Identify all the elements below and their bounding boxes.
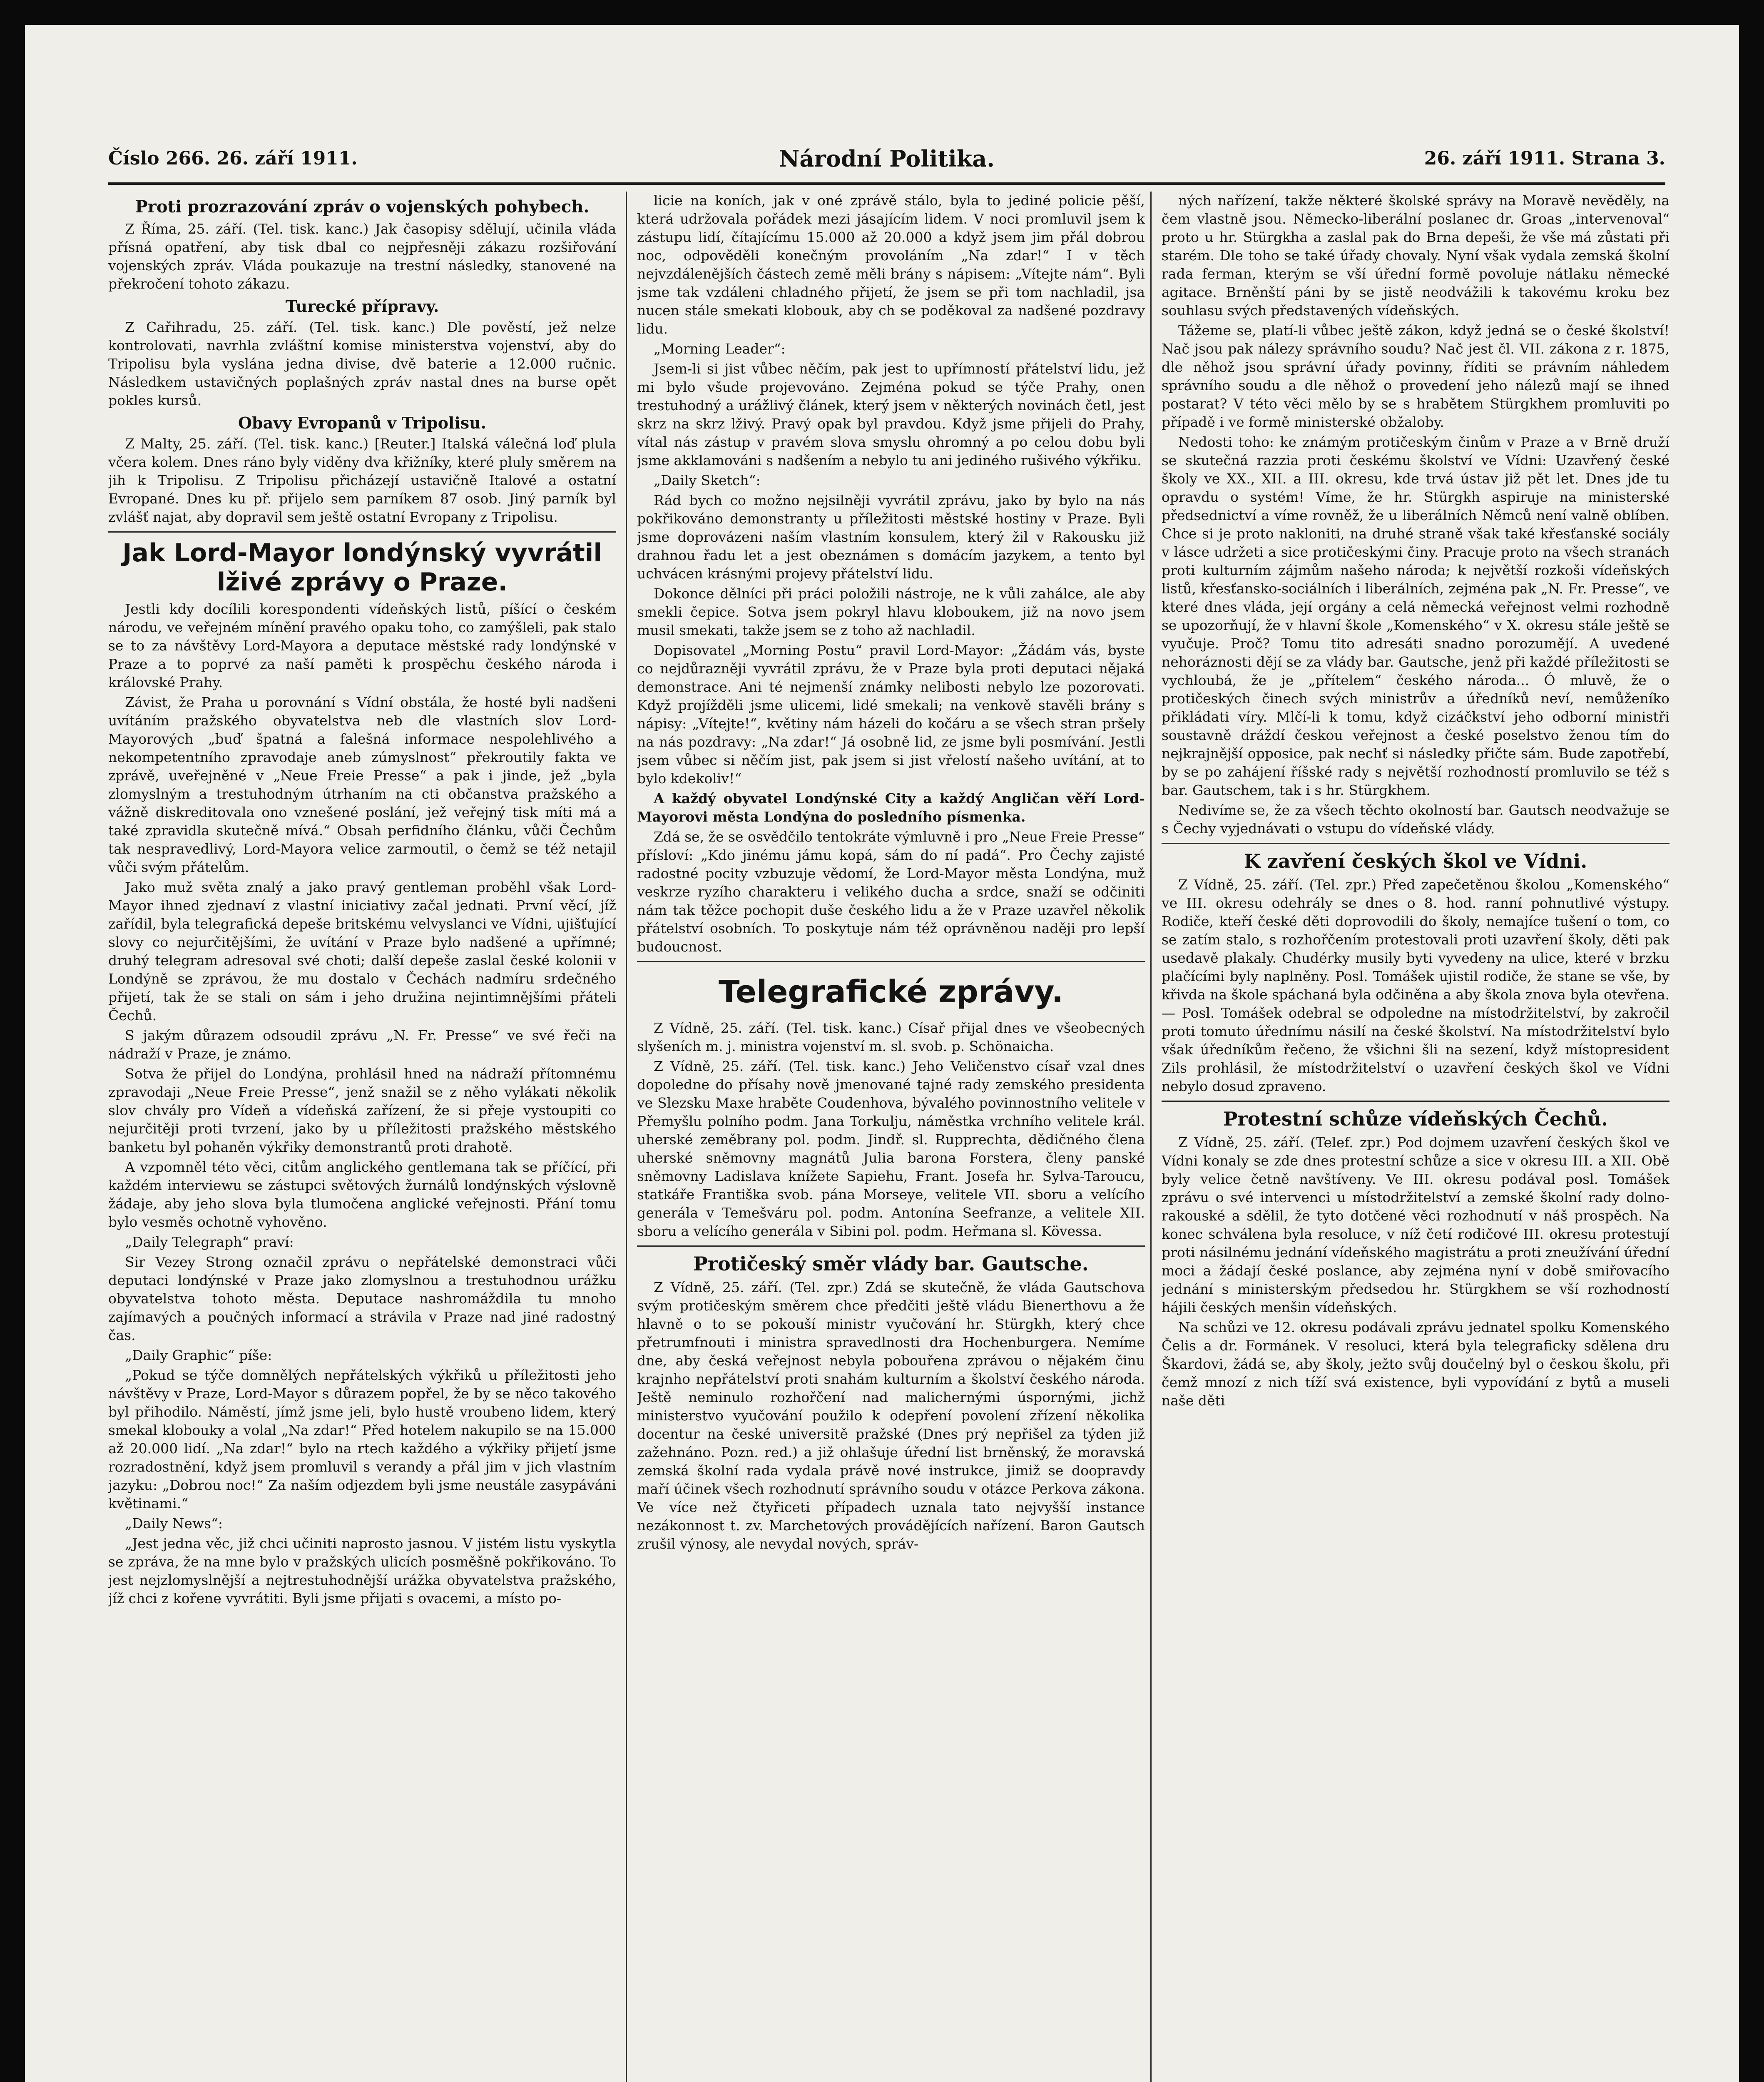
page-dateline: 26. září 1911. Strana 3. [1424,148,1665,169]
article-heading: Proti prozrazování zpráv o vojenských pohybech. [135,197,590,217]
article-paragraph: Dokonce dělníci při práci položili nástroje, ne k vůli zahálce, ale aby smekli čepice. Sotva jsem pokryl hlavu kloboukem, již na novo jsem musil smekati, takže jsem se z toho až nachladil. [637,585,1145,638]
article-paragraph: Z Vídně, 25. září. (Tel. tisk. kanc.) Císař přijal dnes ve všeobecných slyšeních m. j. ministra vojenství m. sl. svob. p. Schönaicha. [637,1020,1145,1054]
article-paragraph: Na schůzi ve 12. okresu podávali zprávu jednatel spolku Komenského Čelis a dr. Formánek. V resoluci, která byla telegraficky sdělena dru Škardovi, žádá se, aby školy, ježto svůj doučelný byl o českou školu, při čemž mnozí z nich tíží svá existence, byli vypovídání z bytů a museli naše děti [1162,1319,1669,1409]
article-paragraph: Tážeme se, platí-li vůbec ještě zákon, když jedná se o české školství! Nač jsou pak nálezy správního soudu? Nač jest čl. VII. zákona z r. 1875, dle něhož jsou správní úřady povinny, říditi se právním náhledem správního soudu a dle něhož o provedení jeho nálezů mají se ihned postarat? V této věci mělo by se s hrabětem Stürgkhem promluviti po případě i ve formě ministerské obžaloby. [1162,322,1669,430]
article-paragraph: Sir Vezey Strong označil zprávu o nepřátelské demonstraci vůči deputaci londýnské v Praze jako zlomyslnou a trestuhodnou urážku obyvatelstva tohoto města. Deputace nashromáždila tu mnoho zajímavých a poučných informací a strávila v Praze nad jiné radostný čas. [108,1254,616,1343]
article-heading: Obavy Evropanů v Tripolisu. [238,413,487,432]
article-heading: Protičeský směr vlády bar. Gautsche. [693,1253,1089,1275]
column-3 [1162,192,1669,2082]
article-paragraph: „Daily Sketch“: [654,472,761,488]
article-paragraph: Z Vídně, 25. září. (Telef. zpr.) Pod dojmem uzavření českých škol ve Vídni konaly se zde dnes protestní schůze a sice v okresu III. a XII. Obě byly velice četně navštíveny. Ve III. okresu podával posl. Tomášek zprávu o své intervenci u místodržitelství a zemské školní rady dolno-rakouské a sdělil, že tyto dotčené věci rozhodnutí v náš prospěch. Na konec schválena byla resoluce, v níž četí rodičové III. okresu protestují proti násilnému jednání vídeňského magistrátu a proti zneužívání úřední moci a žádají české poslance, aby zejména nyní v době smiřovacího jednání s ministerským předsedou hr. Stürgkhem se vší rozhodností hájili českých menšin vídeňských. [1162,1134,1669,1315]
section-rule [637,1245,1145,1247]
article-paragraph: Z Vídně, 25. září. (Tel. tisk. kanc.) Jeho Veličenstvo císař vzal dnes dopoledne do přísahy nově jmenované tajné rady zemského presidenta ve Slezsku Maxe hraběte Coudenhova, bývalého povinnostního velitele v Přemyšlu polního podm. Jana Torkulju, náměstka vrchního velitele král. uherské zeměbrany pol. podm. Jindř. sl. Rupprechta, dědičného člena uherské sněmovny magnátů Julia barona Forstera, členy panské sněmovny Ladislava knížete Sapiehu, Frant. Josefa hr. Sylva-Taroucu, statkáře Františka svob. pána Morseye, velitele VII. sboru a velícího generála v Temešváru pol. podm. Antonína Seefranze, a velitele XII. sboru a velícího generála v Sibini pol. podm. Heřmana sl. Kövessa. [637,1058,1145,1239]
article-paragraph: Zdá se, že se osvědčilo tentokráte výmluvně i pro „Neue Freie Presse“ přísloví: „Kdo jinému jámu kopá, sám do ní padá“. Pro Čechy zajisté radostné pocity vzbuzuje vědomí, že Lord-Mayor města Londýna, muž veskrze ryzího charakteru i velikého ducha a srdce, snaží se odčiniti nám tak těžce pochopit duše českého lidu a že v Praze uzavřel několik přátelství osobních. To poskytuje nám též oprávněnou naději pro lepší budoucnost. [637,829,1145,955]
section-rule [637,961,1145,962]
article-paragraph: Sotva že přijel do Londýna, prohlásil hned na nádraží přítomnému zpravodaji „Neue Freie Presse“, jenž snažil se z něho vylákati několik slov chvály pro Vídeň a vídeňská zařízení, že si přeje vystoupiti co nejurčitěji proti tvrzení, jako by u příležitosti pražského městského banketu byl pohaněn výkřiky demonstrantů proti drahotě. [108,1066,616,1155]
article-paragraph: Závist, že Praha u porovnání s Vídní obstála, že hosté byli nadšeni uvítáním pražského obyvatelstva neb dle vlastních slov Lord-Mayorových „buď špatná a falešná informace nespolehlivého a nekompetentního zpravodaje aneb zúmyslnost“ překroutily fakta ve zprávě, uveřejněné v „Neue Freie Presse“ a pak i jinde, jež „byla zlomyslným a trestuhodným útrhaním na cti občanstva pražského a vážně diskreditovala ono vznešené poslání, jež veřejný tisk míti má a také zpravidla skutečně mívá.“ Obsah perfidního článku, vůči Čechům tak nespravedlivý, Lord-Mayora velice zarmoutil, o čemž se též netajil vůči svým přátelům. [108,694,616,875]
article-paragraph: S jakým důrazem odsoudil zprávu „N. Fr. Presse“ ve své řeči na nádraží v Praze, je známo. [108,1027,616,1062]
article-paragraph: Z Říma, 25. září. (Tel. tisk. kanc.) Jak časopisy sdělují, učinila vláda přísná opatření, aby tisk dbal co nejpřesněji zákazu rozšiřování vojenských zpráv. Vláda poukazuje na trestní následky, stanovené na překročení tohoto zákazu. [108,221,616,292]
issue-number: Číslo 266. 26. září 1911. [108,148,358,169]
article-paragraph: Z Cařihradu, 25. září. (Tel. tisk. kanc.) Dle pověstí, jež nelze kontrolovati, navrhla zvláštní komise ministerstva vojenství, aby do Tripolisu byla vyslána jedna divise, dvě baterie a 12.000 ručnic. Následkem ustavičných poplašných zpráv nastal dnes na burse opět pokles kursů. [108,319,616,408]
article-paragraph: Z Malty, 25. září. (Tel. tisk. kanc.) [Reuter.] Italská válečná loď plula včera kolem. Dnes ráno byly viděny dva křižníky, které pluly směrem na jih k Tripolisu. Z Tripolisu přicházejí ustavičně Italové a ostatní Evropané. Dnes ku př. přijelo sem parníkem 87 osob. Jiný parník byl zvlášť najat, aby dopravil sem ještě ostatní Evropany z Tripolisu. [108,436,616,525]
article-paragraph: Nedosti toho: ke známým protičeským činům v Praze a v Brně druží se skutečná razzia proti českému školství ve Vídni: Uzavřený české školy ve XX., XII. a III. okresu, kde trvá ústav již pět let. Dnes jde tu opravdu o systém! Víme, že hr. Stürgkh aspiruje na ministerské předsednictví a víme rovněž, že u liberálních Němců není valně oblíben. Chce si je proto nakloniti, na druhé straně však také křesťanské sociály v lásce udržeti a sice protičeskými činy. Pracuje proto na všech stranách proti kulturním zájmům našeho národa; k největší rozkoši vídeňských listů, křesťansko-sociálních i liberálních, zejména pak „N. Fr. Presse“, ve které dnes vláda, její orgány a celá německá veřejnost velmi rozhodně se upozorňují, že v hlavní škole „Komenského“ v X. okresu stále ještě se vyučuje. Proč? Tomu tito adresáti snadno porozumějí. A uvedené nehoráznosti dějí se za vlády bar. Gautsche, jenž při každé příležitosti se vychloubá, že je „přítelem“ českého národa... Ó mluvě, že o protičeských činech svých ministrův a úředníků neví, nemůženíko přikládati víry. Mlčí-li k tomu, když cizáčkství jeho odborní ministři soustavně dráždí českou veřejnost a české poselstvo ženou tím do nejkrajnější opposice, pak nechť si následky přičte sám. Bude zapotřebí, by se po zahájení říšské rady s největší rozhodností promluvilo se též s bar. Gautschem, tak i s hr. Stürgkhem. [1162,434,1669,798]
newspaper-masthead: Národní Politika. [779,145,995,172]
article-paragraph: „Daily News“: [125,1515,223,1532]
article-paragraph: Z Vídně, 25. září. (Tel. zpr.) Zdá se skutečně, že vláda Gautschova svým protičeským směrem chce předčiti ještě vládu Bienerthovu a že hlavně o to se pokouší ministr vyučování hr. Stürgkh, který chce přetrumfnouti i ministra spravedlnosti dra Hochenburgera. Nemíme dne, aby česká veřejnost nebyla pobouřena zprávou o nějakém činu krajnho nepřátelství proti snahám kulturním a školství českého národa. Ještě neminulo rozhořčení nad malichernými úspornými, jichž ministerstvo vyučování použilo k odepření povolení zřízení několika docentur na české universitě pražské (Dnes prý nepřišel za týden již zažehnáno. Pozn. red.) a již ohlašuje úřední list brněnský, že moravská zemská školní rada vydala právě nové instrukce, jimiž se doopravdy maří účinek všech rozhodnutí správního soudu v otázce Perkova zákona. Ve více než čtyřiceti případech uznala tato nejvyšší instance nezákonnost t. zv. Marchetových provádějících nařízení. Baron Gautsch zrušil výnosy, ale nevydal nových, správ- [637,1279,1145,1552]
article-paragraph: „Daily Graphic“ píše: [125,1347,272,1363]
article-paragraph: A vzpomněl této věci, citům anglického gentlemana tak se příčící, při každém interviewu se zástupci světových žurnálů londýnských výslovně žádaje, aby jeho slova byla tlumočena anglické veřejnosti. Přání tomu bylo vesměs ochotně vyhověno. [108,1159,616,1230]
article-paragraph: ných nařízení, takže některé školské správy na Moravě nevěděly, na čem vlastně jsou. Německo-liberální poslanec dr. Groas „intervenoval“ proto u hr. Stürgkha a zaslal pak do Brna depeši, že vše má zůstati při starém. Dle toho se také úřady chovaly. Nyní však vydala zemská školní rada ferman, kterým se vší úřední formě povoluje nátlaku německé agitace. Brněnští páni by se jistě neodvážili k takovému kroku bez souhlasu svých představených vídeňských. [1162,192,1669,319]
article-paragraph: Jako muž světa znalý a jako pravý gentleman proběhl však Lord-Mayor ihned zjednaví z vlastní iniciativy začal jednati. První věcí, jíž zařídil, byla telegrafická depeše britskému velvyslanci ve Vídni, ujišťující slovy co nejurčitějšími, že uvítání v Praze bylo nadšené a upřímné; druhý telegram adresoval své choti; další depeše zaslal české kolonii v Londýně se zprávou, že mu dostalo v Čechách nadmíru srdečného přijetí, tak že se stali on sám i jeho družina nejintimnějšími přáteli Čechů. [108,879,616,1024]
column-divider [1150,192,1152,2082]
article-paragraph: „Pokud se týče domnělých nepřátelských výkřiků u příležitosti jeho návštěvy v Praze, Lord-Mayor s důrazem popřel, že by se něco takového byl přihodilo. Náměstí, jímž jsme jeli, bylo hustě vroubeno lidem, který smekal klobouky a volal „Na zdar!“ Před hotelem nakupilo se na 15.000 až 20.000 lidí. „Na zdar!“ bylo na rtech každého a výkřiky přijetí jsme rozradostnění, když jsem promluvil s verandy a přál jim v jich vlastním jazyku: „Dobrou noc!“ Za naším odjezdem byli jsme neustále zasypáváni květinami.“ [108,1367,616,1512]
section-title: Telegrafické zprávy. [719,974,1063,1010]
article-heading: K zavření českých škol ve Vídni. [1244,850,1587,872]
column-1 [108,192,616,2082]
section-rule [1162,843,1669,844]
newspaper-page [25,25,1739,2082]
article-paragraph: Jsem-li si jist vůbec něčím, pak jest to upřímností přátelství lidu, jež mi bylo všude projevováno. Zejména pokud se týče Prahy, onen trestuhodný a urážlivý článek, který jsem v některých novinách četl, jest skrz na skrz lživý. Pravý opak byl pravdou. Když jsme přijeli do Prahy, vítal nás zástup v pravém slova smyslu ohromný a po celou dobu byli jsme akklamováni s nadšením a nebylo tu ani jediného rušivého výkřiku. [637,361,1145,468]
article-paragraph: Nedivíme se, že za všech těchto okolností bar. Gautsch neodvažuje se s Čechy vyjednávati o vstupu do vídeňské vlády. [1162,802,1669,837]
article-heading-main: Jak Lord-Mayor londýnský vyvrátil lživé zprávy o Praze. [122,538,602,597]
section-rule [108,531,616,533]
article-heading: Protestní schůze vídeňských Čechů. [1223,1108,1608,1130]
column-2 [637,192,1145,2082]
article-paragraph: A každý obyvatel Londýnské City a každý Angličan věří Lord-Mayorovi města Londýna do posledního písmenka. [637,790,1145,825]
article-paragraph: „Morning Leader“: [654,341,786,357]
section-rule [1162,1101,1669,1102]
article-paragraph: Dopisovatel „Morning Postu“ pravil Lord-Mayor: „Žádám vás, byste co nejdůrazněji vyvrátil zprávu, že v Praze byla proti deputaci nějaká demonstrace. Ani té nejmenší známky nelibosti nebylo lze pozorovati. Když projížděli jsme ulicemi, lidé smekali; na venkově stavěli brány s nápisy: „Vítejte!“, květiny nám házeli do kočáru a se všech stran pršely na nás pozdravy: „Na zdar!“ Já osobně lid, ze jsme byli posmívání. Jestli jsem vůbec si něčím jist, pak jsem si jist vřelostí našeho uvítání, at to bylo kdekoliv!“ [637,642,1145,787]
article-paragraph: Rád bych co možno nejsilněji vyvrátil zprávu, jako by bylo na nás pokřikováno demonstranty u příležitosti městské hostiny v Praze. Byli jsme doprovázeni naším vlastním konsulem, který žil v Rakousku již drahnou řadu let a jest obeznámen s domácím jazykem, a tento byl uchvácen krásnými projevy přátelství lidu. [637,492,1145,582]
article-paragraph: Jestli kdy docílili korespondenti vídeňských listů, píšící o českém národu, ve veřejném mínění pravého opaku toho, co zamýšleli, pak stalo se to za návštěvy Lord-Mayora a deputace městské rady londýnské v Praze a to poprvé za naší paměti k prospěchu českého národa i královské Prahy. [108,601,616,690]
article-heading: Turecké přípravy. [285,297,439,316]
article-paragraph: Z Vídně, 25. září. (Tel. zpr.) Před zapečetěnou školou „Komenského“ ve III. okresu odehrály se dnes o 8. hod. ranní pohnutlivé výstupy. Rodiče, kteří české děti doprovodili do školy, nemajíce tušení o tom, co se zatím stalo, s rozhořčením protestovali proti uzavření školy, děti pak usedavě plakaly. Chudérky musily byti vyvedeny na ulice, které v brzku plačícími byly naplněny. Posl. Tomášek ujistil rodiče, že stane se vše, by křivda na škole spáchaná byla odčiněna a aby škola znova byla otevřena. — Posl. Tomášek odebral se odpoledne na místodržitelství, by zakročil proti tomuto úřednímu násilí na české školství. Na místodržitelství bylo však úředníkům řečeno, že všichni šli na sezení, když místopresident Zils prohlásil, že místodržitelství o uzavření českých škol ve Vídni nebylo dosud zpraveno. [1162,877,1669,1094]
header-rule [108,182,1665,185]
article-paragraph: „Daily Telegraph“ praví: [125,1234,294,1250]
article-paragraph: „Jest jedna věc, již chci učiniti naprosto jasnou. V jistém listu vyskytla se zpráva, že na mne bylo v pražských ulicích posměšně pokřikováno. To jest nejzlomyslnější a nejtrestuhodnější urážka obyvatelstva pražského, jíž chci z kořene vyvrátiti. Byli jsme přijati s ovacemi, a místo po- [108,1535,616,1606]
article-paragraph: licie na koních, jak v oné zprávě stálo, byla to jediné policie pěší, která udržovala pořádek mezi jásajícím lidem. V noci promluvil jsem k zástupu lidí, čítajícímu 15.000 až 20.000 a když jsem jim přál dobrou noc, odpověděli konečným provoláním „Na zdar!“ I v těch nejvzdálenějších částech země měli brány s nápisem: „Vítejte nám“. Byli jsme tak vzdáleni chladného přijetí, že jsem se při tom nachladil, jsa nucen stále smekati klobouk, aby ch se poděkoval za nadšené pozdravy lidu. [637,192,1145,337]
page-header [108,144,1665,177]
column-divider [626,192,627,2082]
